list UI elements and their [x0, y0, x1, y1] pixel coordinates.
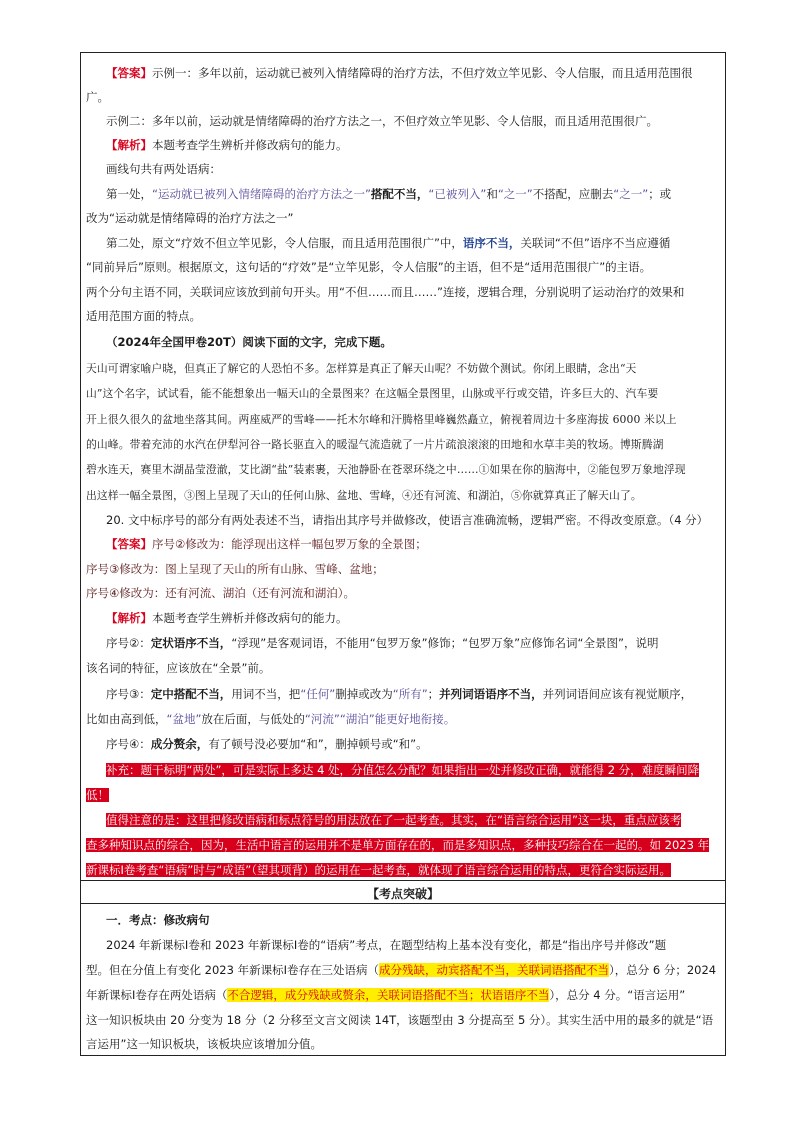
answer-tag: 【答案】 — [106, 66, 152, 80]
passage-line: 出这样一幅全景图，③图上呈现了天山的任何山脉、盆地、雪峰，④还有河流、和湖泊，⑤你就算真正了解天山了。 — [86, 489, 642, 502]
question-20: 20. 文中标序号的部分有两处表述不当，请指出其序号并做修改，使语言准确流畅，逻辑严密。不得改变原意。（4 分） — [106, 513, 709, 527]
section-divider-top — [80, 880, 726, 881]
seq2-line-2: 该名词的特征，应该放在“全景”前。 — [86, 661, 271, 675]
section-para-line-3: 年新课标Ⅰ卷存在两处语病（不合逻辑，成分残缺或赘余，关联词语搭配不当；状语语序不当），总分 4 分。“语言运用” — [86, 988, 686, 1002]
analysis-tag: 【解析】 — [106, 138, 152, 152]
answer-example-1-line-2: 广。 — [86, 90, 109, 104]
passage-line: 天山可谓家喻户晓，但真正了解它的人恐怕不多。怎样算是真正了解天山呢？不妨做个测试。你闭上眼睛，念出“天 — [86, 362, 637, 375]
passage-line: 山”这个名字，试试看，能不能想象出一幅天山的全景图来？在这幅全景图里，山脉或平行或交错，许多巨大的、汽车要 — [86, 387, 659, 400]
two-errors-line: 画线句共有两处语病： — [106, 162, 221, 176]
answer-example-1-line-1: 【答案】示例一：多年以前，运动就已被列入情绪障碍的治疗方法，不但疗效立竿见影、令人信服，而且适用范围很 — [106, 66, 693, 80]
exam-source: （2024年全国甲卷20T）阅读下面的文字，完成下题。 — [106, 335, 392, 349]
seq3-line-1: 序号③：定中搭配不当，用词不当，把“任何”删掉或改为“所有”；并列词语语序不当，并列词语间应该有视觉顺序， — [106, 687, 693, 701]
supplement-line-2: 低！ — [86, 788, 109, 802]
section-para-line-2: 型。但在分值上有变化 2023 年新课标Ⅰ卷存在三处语病（成分残缺，动宾搭配不当，关联词语搭配不当），总分 6 分；2024 — [86, 963, 717, 977]
section-para-line-4: 这一知识板块由 20 分变为 18 分（2 分移至文言文阅读 14T，该题型由 3 分提高至 5 分）。其实生活中用的最多的就是“语 — [86, 1013, 714, 1027]
second-error-line-4: 适用范围方面的特点。 — [86, 309, 201, 323]
note-line-3: 新课标Ⅰ卷考查“语病”时与“成语”（望其项背）的运用在一起考查，就体现了语言综合运用的特点，更符合实际运用。 — [86, 863, 671, 877]
second-error-line-3: 两个分句主语不同，关联词应该放到前句开头。用“不但……而且……”连接，逻辑合理，分别说明了运动治疗的效果和 — [86, 285, 685, 299]
answer2-line-1: 【答案】序号②修改为：能浮现出这样一幅包罗万象的全景图； — [106, 537, 427, 551]
answer2-line-2: 序号③修改为：图上呈现了天山的所有山脉、雪峰、盆地； — [86, 562, 384, 576]
passage-line: 碧水连天，赛里木湖晶莹澄澈，艾比湖“盐”装素裹，天池静卧在苍翠环绕之中……①如果在你的脑海中，②能包罗万象地浮现 — [86, 463, 686, 476]
first-error-line-2: 改为“运动就是情绪障碍的治疗方法之一” — [86, 211, 294, 225]
section-title: 【考点突破】 — [366, 887, 439, 901]
answer2-line-3: 序号④修改为：还有河流、湖泊（还有河流和湖泊）。 — [86, 586, 356, 600]
analysis-intro: 【解析】本题考查学生辨析并修改病句的能力。 — [106, 138, 348, 152]
section-para-line-1: 2024 年新课标Ⅰ卷和 2023 年新课标Ⅰ卷的“语病”考点，在题型结构上基本没有变化，都是“指出序号并修改”题 — [106, 938, 667, 952]
document-frame — [80, 52, 726, 1056]
supplement-line-1: 补充：题干标明“两处”，可是实际上多达 4 处，分值怎么分配？如果指出一处并修改正确，就能得 2 分，难度瞬间降 — [106, 763, 700, 777]
note-line-1: 值得注意的是：这里把修改语病和标点符号的用法放在了一起考查。其实，在“语言综合运用”这一块，重点应该考 — [106, 813, 682, 827]
first-error-line-1: 第一处，“运动就已被列入情绪障碍的治疗方法之一”搭配不当，“已被列入”和“之一”不搭配，应删去“之一”；或 — [106, 187, 672, 201]
note-line-2: 查多种知识点的综合，因为，生活中语言的运用并不是单方面存在的，而是多知识点，多种技巧综合在一起的。如 2023 年 — [86, 838, 710, 852]
seq3-line-2: 比如由高到低，“盆地”放在后面，与低处的“河流”“湖泊”能更好地衔接。 — [86, 712, 456, 726]
passage-line: 开上很久很久的盆地坐落其间。两座威严的雪峰——托木尔峰和汗腾格里峰巍然矗立，俯视着周边十多座海拔 6000 米以上 — [86, 413, 677, 426]
seq4-line: 序号④：成分赘余，有了顿号没必要加“和”，删掉顿号或“和”。 — [106, 737, 428, 751]
answer-example-2: 示例二：多年以前，运动就是情绪障碍的治疗方法之一，不但疗效立竿见影、令人信服，而且适用范围很广。 — [106, 114, 658, 128]
second-error-line-1: 第二处，原文“疗效不但立竿见影，令人信服，而且适用范围很广”中，语序不当，关联词“不但”语序不当应遵循 — [106, 236, 671, 250]
seq2-line-1: 序号②：定状语序不当，“浮现”是客观词语，不能用“包罗万象”修饰；“包罗万象”应修饰名词“全景图”，说明 — [106, 636, 659, 650]
second-error-line-2: “同前异后”原则。根据原文，这句话的“疗效”是“立竿见影，令人信服”的主语，但不是“适用范围很广”的主语。 — [86, 260, 652, 274]
passage-line: 的山峰。带着充沛的水汽在伊犁河谷一路长驱直入的暖湿气流造就了一片片疏浪滚滚的田地和水草丰美的牧场。博斯腾湖 — [86, 438, 664, 451]
section-para-line-5: 言运用”这一知识板块，该板块应该增加分值。 — [86, 1037, 322, 1051]
section-divider-bottom — [80, 903, 726, 904]
section-heading: 一．考点：修改病句 — [106, 913, 210, 927]
answer2-analysis: 【解析】本题考查学生辨析并修改病句的能力。 — [106, 611, 348, 625]
